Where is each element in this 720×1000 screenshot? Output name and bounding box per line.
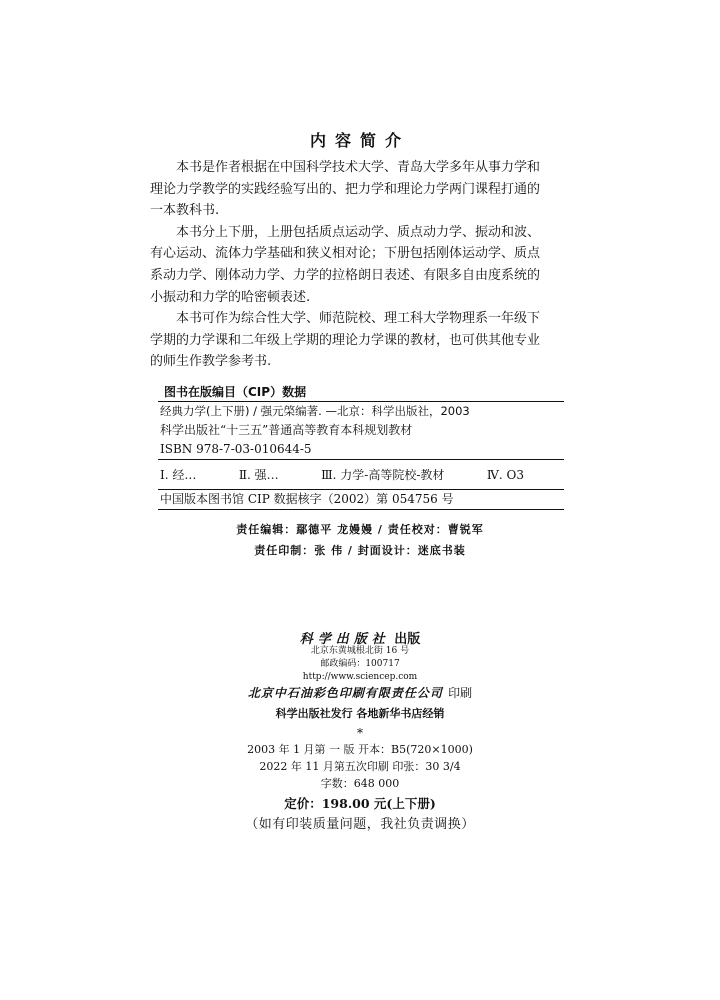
cip-series-line: 科学出版社“十三五”普通高等教育本科规划教材 (160, 423, 413, 437)
publisher-postcode: 邮政编码：100717 (320, 659, 400, 669)
cip-class-item: Ⅳ. O3 (486, 468, 524, 482)
printer-suffix: 印刷 (448, 686, 473, 700)
intro-paragraph: 本书可作为综合性大学、师范院校、理工科大学物理系一年级下 学期的力学课和二年级上学期的理论力学课的教材，也可供其他专业 的师生作教学参考书. (150, 311, 541, 370)
publisher-url: http://www.sciencep.com (302, 672, 418, 682)
cip-bottom-rule (158, 509, 564, 510)
cip-record: 中国版本图书馆 CIP 数据核字（2002）第 054756 号 (160, 492, 454, 506)
cip-classification (158, 466, 564, 485)
separator-star: * (357, 726, 363, 740)
cip-class-item: Ⅲ. 力学-高等院校-教材 (321, 468, 445, 482)
wordcount-line: 字数：648 000 (320, 777, 400, 790)
intro-paragraph: 本书分上下册，上册包括质点运动学、质点动力学、振动和波、 有心运动、流体力学基础和狭义相对论；下册包括刚体运动学、质点 系动力学、刚体动力学、力学的拉格朗日表述、有限多自由度系统的 小振动和力学的哈密顿表述. (150, 224, 541, 305)
publisher-suffix: 出版 (394, 632, 421, 647)
cip-class-item: Ⅰ. 经… (160, 468, 197, 482)
intro-title: 内容简介 (309, 131, 410, 150)
printer-name: 北京中石油彩色印刷有限责任公司 (247, 686, 443, 700)
staff-line-editors: 责任编辑：鄢德平 龙嫚嫚 / 责任校对：曹锐军 (236, 523, 484, 536)
printer-line (0, 684, 720, 701)
quality-note: （如有印装质量问题，我社负责调换） (245, 817, 475, 832)
cip-rule (158, 459, 564, 460)
edition-line: 2003 年 1 月第 一 版 开本：B5(720×1000) (247, 743, 473, 756)
distribution-line: 科学出版社发行 各地新华书店经销 (275, 707, 445, 720)
price-line: 定价：198.00 元(上下册) (284, 796, 436, 811)
staff-line-production: 责任印制：张 伟 / 封面设计：迷底书装 (254, 544, 466, 557)
printing-line: 2022 年 11 月第五次印刷 印张：30 3/4 (259, 760, 461, 773)
cip-class-item: Ⅱ. 强… (238, 468, 279, 482)
cip-block (158, 384, 564, 510)
cip-isbn: ISBN 978-7-03-010644-5 (160, 442, 312, 456)
intro-paragraph: 本书是作者根据在中国科学技术大学、青岛大学多年从事力学和 理论力学教学的实践经验写出的、把力学和理论力学两门课程打通的 一本教科书. (150, 160, 541, 219)
publisher-name: 科学出版社 (299, 632, 390, 647)
publisher-address: 北京东黄城根北街 16 号 (310, 646, 410, 656)
intro-body (150, 157, 568, 373)
cip-heading: 图书在版编目（CIP）数据 (164, 385, 307, 399)
cip-title-line: 经典力学(上下册) / 强元棨编著. —北京：科学出版社，2003 (160, 404, 470, 418)
